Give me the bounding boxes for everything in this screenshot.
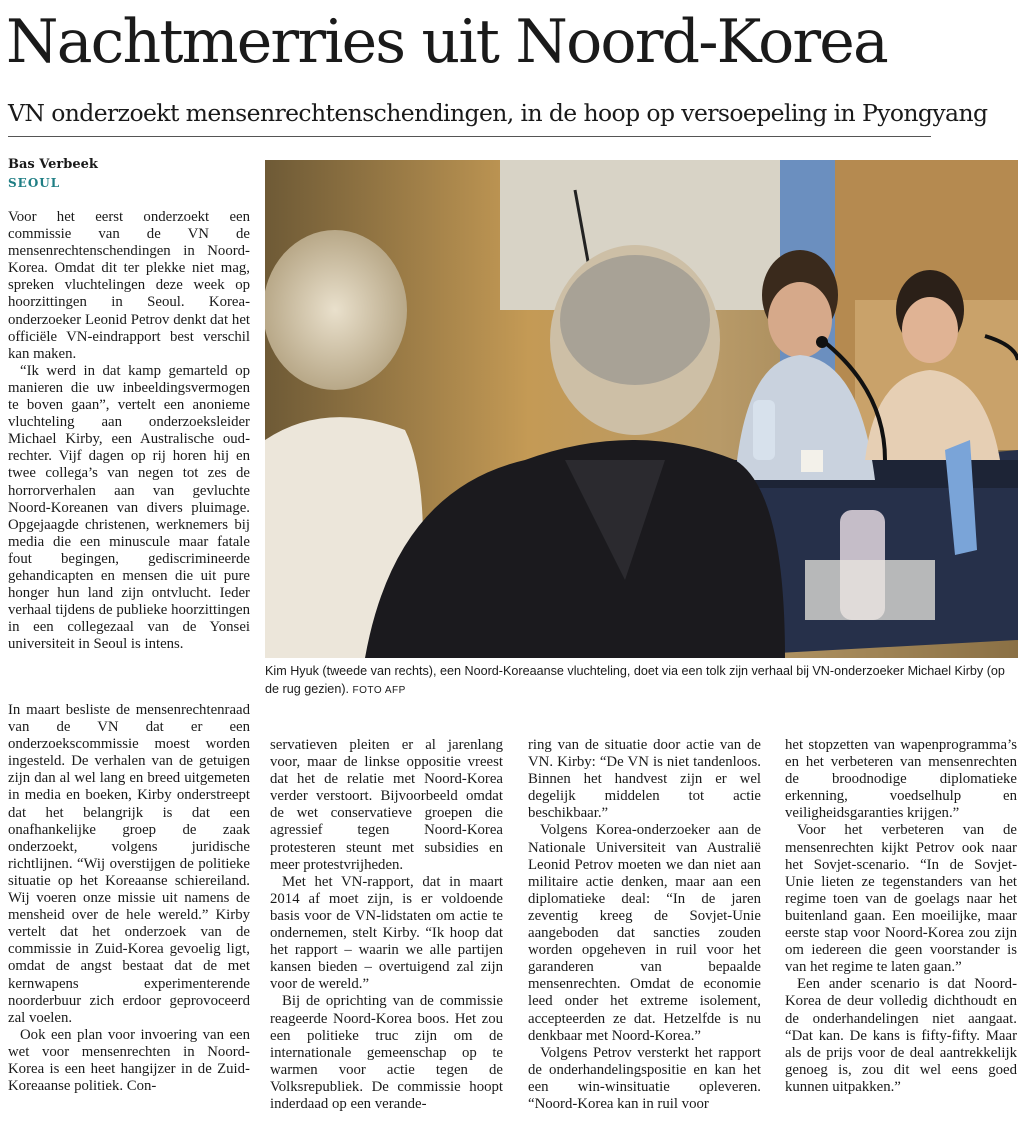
subheadline-rule: [8, 136, 931, 137]
article-paragraph: Volgens Korea-onderzoeker aan de Nationale Universiteit van Australië Leonid Petrov moeten we dan niet aan militaire actie denken, maar aan een diplomatieke deal: “In de jaren zeventig kreeg de Sovjet-Unie aangeboden dat sancties zouden worden opgeheven in ruil voor het garanderen van bepaalde mensenrechten. Omdat de economie leed onder het extreme isolement, accepteerden ze dat. Hetzelfde is nu denkbaar met Noord-Korea.”: [528, 822, 761, 1044]
article-paragraph: In maart besliste de mensenrechtenraad van de VN dat er een onderzoekscommissie moest worden ingesteld. De verhalen van de getuigen zijn dan al wel lang en breed uitgemeten in media en boeken, Kirby onderstreept dat het belangrijk is dat een onafhankelijke groep de zaak onderzoekt, volgens juridische richtlijnen. “Wij overstijgen de politieke situatie op het Koreaanse schiereiland. Wij voeren onze missie uit namens de mensheid over de hele wereld.” Kirby vertelt dat het onderzoek van de commissie in Zuid-Korea gevoelig ligt, omdat de angst bestaat dat de met kernwapens experimenterende noorderbuur zich erdoor geprovoceerd zal voelen.: [8, 702, 250, 1026]
article-column-1-top: [8, 209, 250, 697]
article-column-4: [785, 737, 1017, 1122]
article-column-1-bottom: [8, 702, 250, 1122]
lead-paragraph: Voor het eerst onderzoekt een commissie van de VN de mensenrechtenschendingen in Noord-Korea. Omdat dit ter plekke niet mag, spreken vluchtelingen deze week op hoorzittingen in Seoul. Korea-onderzoeker Leonid Petrov denkt dat het officiële VN-eindrapport best verschil kan maken.: [8, 209, 250, 362]
article-paragraph: Ook een plan voor invoering van een wet voor mensenrechten in Noord-Korea is een heet hangijzer in de Zuid-Koreaanse politiek. Con-: [8, 1026, 250, 1095]
subheadline: VN onderzoekt mensenrechtenschendingen, in de hoop op versoepeling in Pyongyang: [8, 99, 988, 127]
article-paragraph: servatieven pleiten er al jarenlang voor, maar de linkse oppositie vreest dat het de relatie met Noord-Korea verder verstoort. Bijvoorbeeld omdat de wet conservatieve groepen die agressief tegen Noord-Korea protesteren steunt met subsidies en meer protestvrijheden.: [270, 737, 503, 873]
article-paragraph: het stopzetten van wapenprogramma’s en het verbeteren van mensenrechten de broodnodige diplomatieke erkenning, voedselhulp en veiligheidsgaranties krijgen.”: [785, 737, 1017, 822]
article-photo: [265, 160, 1018, 658]
dateline: SEOUL: [8, 176, 61, 190]
article-paragraph: Voor het verbeteren van de mensenrechten kijkt Petrov ook naar het Sovjet-scenario. “In de Sovjet-Unie lieten ze tegenstanders van het regime toen van de goelags naar het buitenland gaan. Een moeilijke, maar eerste stap voor Noord-Korea zou zijn om iedereen die geen voorstander is van het regime te laten gaan.”: [785, 822, 1017, 976]
article-paragraph: Een ander scenario is dat Noord-Korea de deur volledig dichthoudt en de onderhandelingen niet aangaat. “Dat kan. De kans is fifty-fifty. Maar als de prijs voor de deal aantrekkelijk genoeg is, zou dit wel eens goed kunnen uitpakken.”: [785, 976, 1017, 1095]
photo-credit: FOTO AFP: [352, 685, 406, 696]
article-column-3: [528, 737, 761, 1122]
article-paragraph: Bij de oprichting van de commissie reageerde Noord-Korea boos. Het zou een politieke truc zijn om de internationale gemeenschap op te warmen voor actie tegen de Volksrepubliek. De commissie hoopt inderdaad op een verande-: [270, 993, 503, 1112]
photo-caption-text: Kim Hyuk (tweede van rechts), een Noord-Koreaanse vluchteling, doet via een tolk zijn verhaal bij VN-onderzoeker Michael Kirby (op de rug gezien).: [265, 664, 1005, 696]
author-byline: Bas Verbeek: [8, 157, 98, 172]
article-paragraph: Volgens Petrov versterkt het rapport de onderhandelingspositie en kan het een win-winsituatie opleveren. “Noord-Korea kan in ruil voor: [528, 1044, 761, 1112]
headline: Nachtmerries uit Noord-Korea: [6, 7, 887, 77]
article-paragraph: “Ik werd in dat kamp gemarteld op manieren die uw inbeeldingsvermogen te boven gaan”, vertelt een anonieme vluchteling aan onderzoeksleider Michael Kirby, een Australische oud-rechter. Vijf dagen op rij horen hij en twee collega’s van negen tot zes de horrorverhalen aan van gevluchte Noord-Koreanen van divers pluimage. Opgejaagde christenen, werknemers bij media die een minuscule maar fatale fout begingen, gediscrimineerde gehandicapten en mensen die uit pure honger hun land zijn ontvlucht. Ieder verhaal tijdens de publieke hoorzittingen in een collegezaal van de Yonsei universiteit in Seoul is intens.: [8, 362, 250, 653]
photo-caption: [265, 662, 1015, 700]
article-column-2: [270, 737, 503, 1122]
article-paragraph: Met het VN-rapport, dat in maart 2014 af moet zijn, is er voldoende basis voor de VN-lidstaten om actie te ondernemen, stelt Kirby. “Ik hoop dat het rapport – waarin we alle partijen kansen bieden – overtuigend zal zijn voor de wereld.”: [270, 873, 503, 993]
article-paragraph: ring van de situatie door actie van de VN. Kirby: “De VN is niet tandenloos. Binnen het handvest zijn er wel degelijk middelen tot actie beschikbaar.”: [528, 737, 761, 822]
hearing-photo-illustration: [265, 160, 1018, 658]
